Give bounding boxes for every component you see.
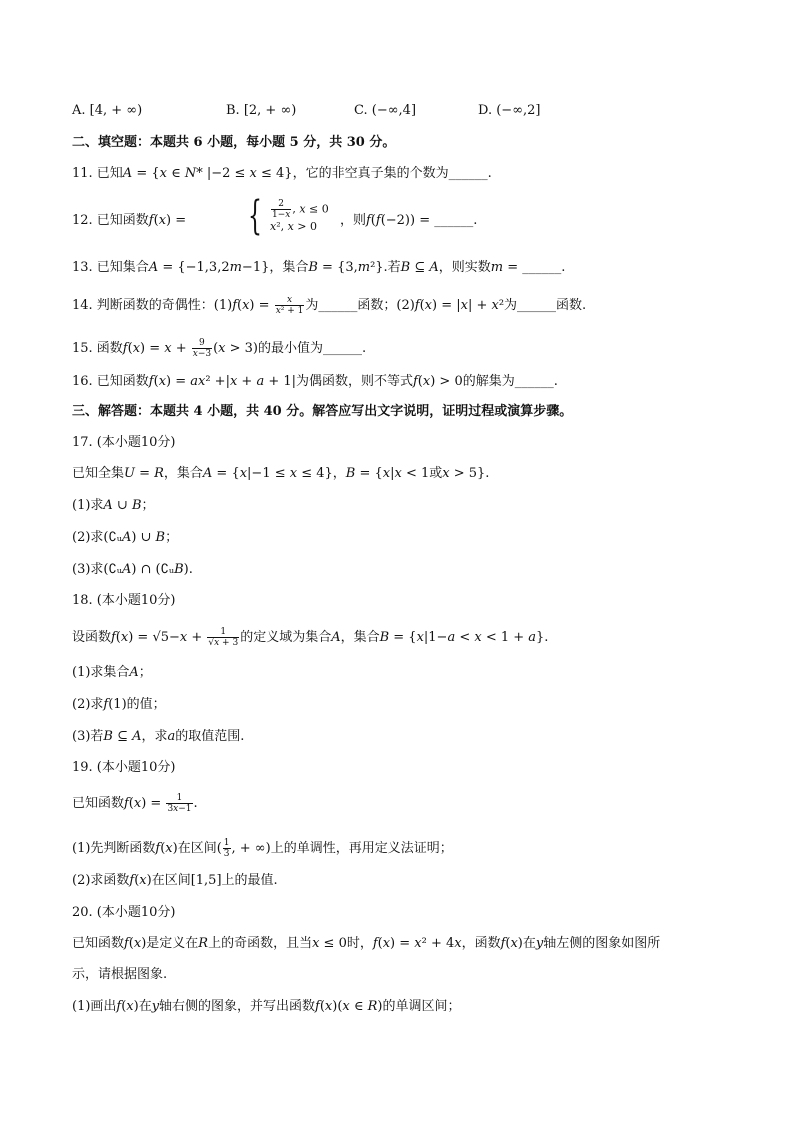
question-19-prefix: 已知函数𝑓(𝑥) = [72, 796, 162, 811]
fraction-denominator: √𝑥 + 3 [208, 638, 239, 648]
question-12-case-1 [270, 199, 329, 220]
question-11: 11. 已知𝐴 = {𝑥 ∈ 𝑁* |−2 ≤ 𝑥 ≤ 4}，它的非空真子集的个数为______. [72, 166, 492, 181]
answer-choices [72, 102, 722, 120]
fraction-denominator: 𝑥−3 [192, 349, 212, 359]
question-14-suffix: 为______函数；(2)𝑓(𝑥) = |𝑥| + 𝑥²为______函数. [305, 298, 587, 313]
question-18-stem [72, 627, 548, 648]
part-1-suffix: , + ∞)上的单调性，再用定义法证明； [231, 841, 453, 856]
question-12-case-2: 𝑥², 𝑥 > 0 [270, 220, 318, 233]
fraction-denominator: 3𝑥−1 [167, 804, 192, 814]
fraction [166, 793, 192, 814]
question-18-part-2: (2)求𝑓(1)的值； [72, 697, 166, 712]
question-19-heading: 19. (本小题10分) [72, 760, 176, 775]
fraction [192, 338, 212, 359]
question-18-prefix: 设函数𝑓(𝑥) = √5−𝑥 + [72, 630, 203, 645]
question-15 [72, 338, 366, 359]
question-15-suffix: (𝑥 > 3)的最小值为______. [213, 341, 367, 356]
fraction-numerator: 2 [271, 199, 291, 210]
question-16: 16. 已知函数𝑓(𝑥) = 𝑎𝑥² +|𝑥 + 𝑎 + 1|为偶函数，则不等式𝑓(𝑥) > 0的解集为______. [72, 374, 558, 389]
choice-d: D. (−∞,2] [478, 103, 541, 118]
fraction-numerator: 1 [223, 838, 230, 848]
fraction-denominator: 𝑥² + 1 [275, 306, 304, 316]
fraction-numerator: 1 [166, 793, 192, 804]
question-17-heading: 17. (本小题10分) [72, 435, 176, 450]
question-12-suffix: ，则𝑓(𝑓(−2)) = ______. [340, 213, 478, 228]
fraction [223, 838, 231, 859]
question-12-prefix: 12. 已知函数𝑓(𝑥) = [72, 213, 187, 228]
fraction [275, 295, 305, 316]
section-heading-answer: 三、解答题：本题共 4 小题，共 40 分。解答应写出文字说明，证明过程或演算步骤。 [72, 404, 573, 419]
question-13: 13. 已知集合𝐴 = {−1,3,2𝑚−1}，集合𝐵 = {3,𝑚²}.若𝐵 ⊆ 𝐴，则实数𝑚 = ______. [72, 260, 566, 275]
question-18-part-1: (1)求集合𝐴； [72, 665, 152, 680]
question-18-suffix: 的定义域为集合𝐴，集合𝐵 = {𝑥|1−𝑎 < 𝑥 < 1 + 𝑎}. [240, 630, 549, 645]
fraction-numerator: 9 [192, 338, 212, 349]
question-20-stem-line-2: 示，请根据图象. [72, 967, 168, 982]
choice-c: C. (−∞,4] [354, 103, 417, 118]
question-17-stem: 已知全集𝑈 = 𝑅，集合𝐴 = {𝑥|−1 ≤ 𝑥 ≤ 4}，𝐵 = {𝑥|𝑥 < 1或𝑥 > 5}. [72, 466, 490, 481]
question-17-part-1: (1)求𝐴 ∪ 𝐵； [72, 498, 155, 513]
question-20-heading: 20. (本小题10分) [72, 905, 176, 920]
question-19-stem [72, 793, 198, 814]
question-19-part-2: (2)求函数𝑓(𝑥)在区间[1,5]上的最值. [72, 873, 278, 888]
question-19-suffix: . [193, 796, 198, 811]
question-17-part-3: (3)求(∁ᵤ𝐴) ∩ (∁ᵤ𝐵). [72, 562, 193, 577]
fraction [271, 199, 291, 220]
question-20-part-1: (1)画出𝑓(𝑥)在𝑦轴右侧的图象，并写出函数𝑓(𝑥)(𝑥 ∈ 𝑅)的单调区间； [72, 999, 461, 1014]
brace-symbol: { [248, 193, 262, 239]
part-1-prefix: (1)先判断函数𝑓(𝑥)在区间( [72, 841, 222, 856]
question-19-part-1 [72, 838, 453, 859]
fraction-denominator: 1−𝑥 [272, 210, 291, 220]
question-14 [72, 295, 586, 316]
question-20-stem-line-1: 已知函数𝑓(𝑥)是定义在𝑅上的奇函数，且当𝑥 ≤ 0时，𝑓(𝑥) = 𝑥² + 4𝑥，函数𝑓(𝑥)在𝑦轴左侧的图象如图所 [72, 936, 661, 951]
question-18-heading: 18. (本小题10分) [72, 593, 176, 608]
question-12 [72, 193, 672, 240]
question-15-prefix: 15. 函数𝑓(𝑥) = 𝑥 + [72, 341, 187, 356]
choice-b: B. [2, + ∞) [226, 103, 297, 118]
question-14-prefix: 14. 判断函数的奇偶性：(1)𝑓(𝑥) = [72, 298, 270, 313]
question-17-part-2: (2)求(∁ᵤ𝐴) ∪ 𝐵； [72, 530, 179, 545]
section-heading-fill-blank: 二、填空题：本题共 6 小题，每小题 5 分，共 30 分。 [72, 135, 396, 150]
fraction [207, 627, 239, 648]
choice-a: A. [4, + ∞) [72, 103, 143, 118]
fraction-numerator: 1 [207, 627, 239, 638]
question-18-part-3: (3)若𝐵 ⊆ 𝐴，求𝑎的取值范围. [72, 729, 245, 744]
fraction-numerator: 𝑥 [275, 295, 305, 306]
case-1-condition: , 𝑥 ≤ 0 [292, 202, 329, 216]
fraction-denominator: 3 [223, 849, 230, 859]
